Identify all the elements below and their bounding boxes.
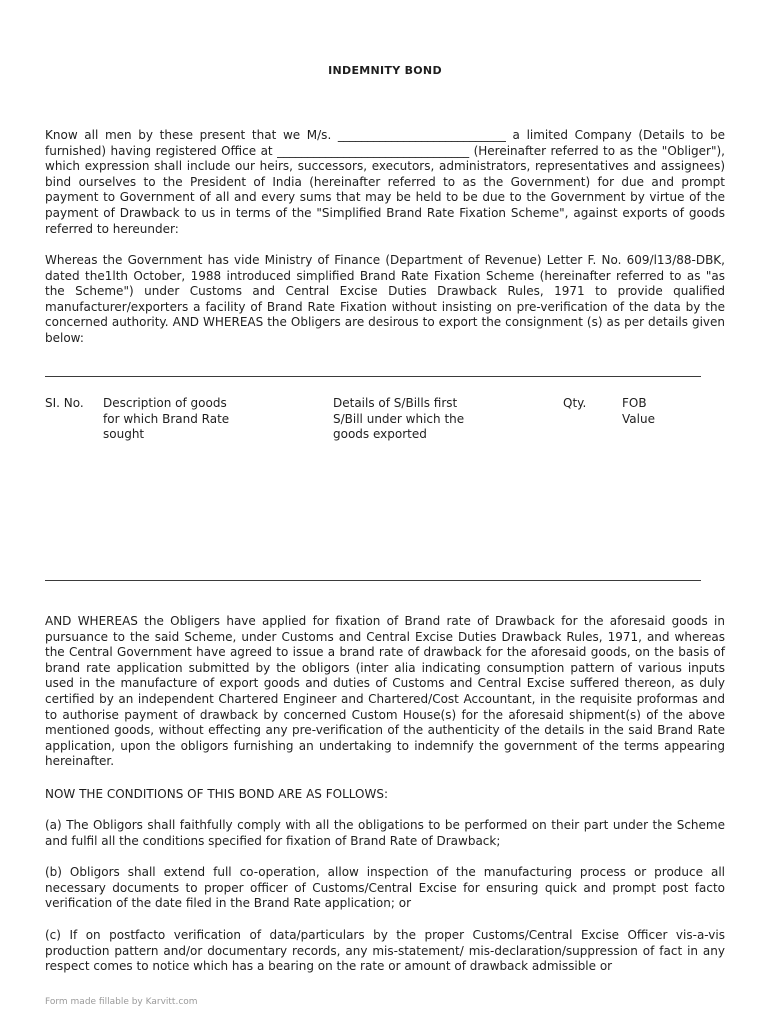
conditions-heading: NOW THE CONDITIONS OF THIS BOND ARE AS FOLLOWS: <box>45 787 388 801</box>
table-header-sbill-details: Details of S/Bills first S/Bill under which the goods exported <box>333 396 465 442</box>
table-top-rule <box>45 376 701 377</box>
document-title: INDEMNITY BOND <box>328 64 442 77</box>
condition-c: (c) If on postfacto verification of data/particulars by the proper Customs/Central Excise Officer vis-a-vis production pattern and/or documentary records, any mis-statement/ mis-declaration/suppression of fact in any respect comes to notice which has a bearing on the rate or amount of drawback admissible or <box>45 928 725 974</box>
table-header-fob-value: FOB Value <box>622 396 655 426</box>
whereas-paragraph-1: Whereas the Government has vide Ministry of Finance (Department of Revenue) Letter F. No. 609/l13/88-DBK, dated the1lth October, 1988 introduced simplified Brand Rate Fixation Scheme (hereinafter referred to as "as the Scheme") under Customs and Central Excise Duties Drawback Rules, 1971 to provide qualified manufacturer/exporters a facility of Brand Rate Fixation without insisting on pre-verification of the data by the concerned authority. AND WHEREAS the Obligers are desirous to export the consignment (s) as per details given below: <box>45 253 725 345</box>
condition-a: (a) The Obligors shall faithfully comply with all the obligations to be performed on their part under the Scheme and fulfil all the conditions specified for fixation of Brand Rate of Drawback; <box>45 818 725 848</box>
table-header-description: Description of goods for which Brand Rate sought <box>103 396 230 442</box>
table-bottom-rule <box>45 580 701 581</box>
condition-b: (b) Obligors shall extend full co-operation, allow inspection of the manufacturing process or produce all necessary documents to proper officer of Customs/Central Excise for ensuring quick and prompt post facto verification of the date filed in the Brand Rate application; or <box>45 865 725 911</box>
table-header-qty: Qty. <box>563 396 587 410</box>
intro-paragraph: Know all men by these present that we M/s. ____________________________ a limited Company (Details to be furnished) having registered Office at ________________________________ (Hereinafter referred to as the "Obliger"), which expression shall include our heirs, successors, executors, administrators, representatives and assignees) bind ourselves to the President of India (hereinafter referred to as the Government) for due and prompt payment to Government of all and every sums that may be held to be due to the Government by virtue of the payment of Drawback to us in terms of the "Simplified Brand Rate Fixation Scheme", against exports of goods referred to hereunder: <box>45 128 725 236</box>
table-header-sl-no: SI. No. <box>45 396 84 410</box>
footer-credit: Form made fillable by Karvitt.com <box>45 997 198 1007</box>
whereas-paragraph-2: AND WHEREAS the Obligers have applied for fixation of Brand rate of Drawback for the aforesaid goods in pursuance to the said Scheme, under Customs and Central Excise Duties Drawback Rules, 1971, and whereas the Central Government have agreed to issue a brand rate of drawback for the aforesaid goods, on the basis of brand rate application submitted by the obligors (inter alia indicating consumption pattern of various inputs used in the manufacture of export goods and duties of Customs and Central Excise suffered thereon, as duly certified by an independent Chartered Engineer and Chartered/Cost Accountant, in the requisite proformas and to authorise payment of drawback by concerned Custom House(s) for the aforesaid shipment(s) of the above mentioned goods, without effecting any pre-verification of the authenticity of the details in the said Brand Rate application, upon the obligors furnishing an undertaking to indemnify the government of the terms appearing hereinafter. <box>45 614 725 769</box>
